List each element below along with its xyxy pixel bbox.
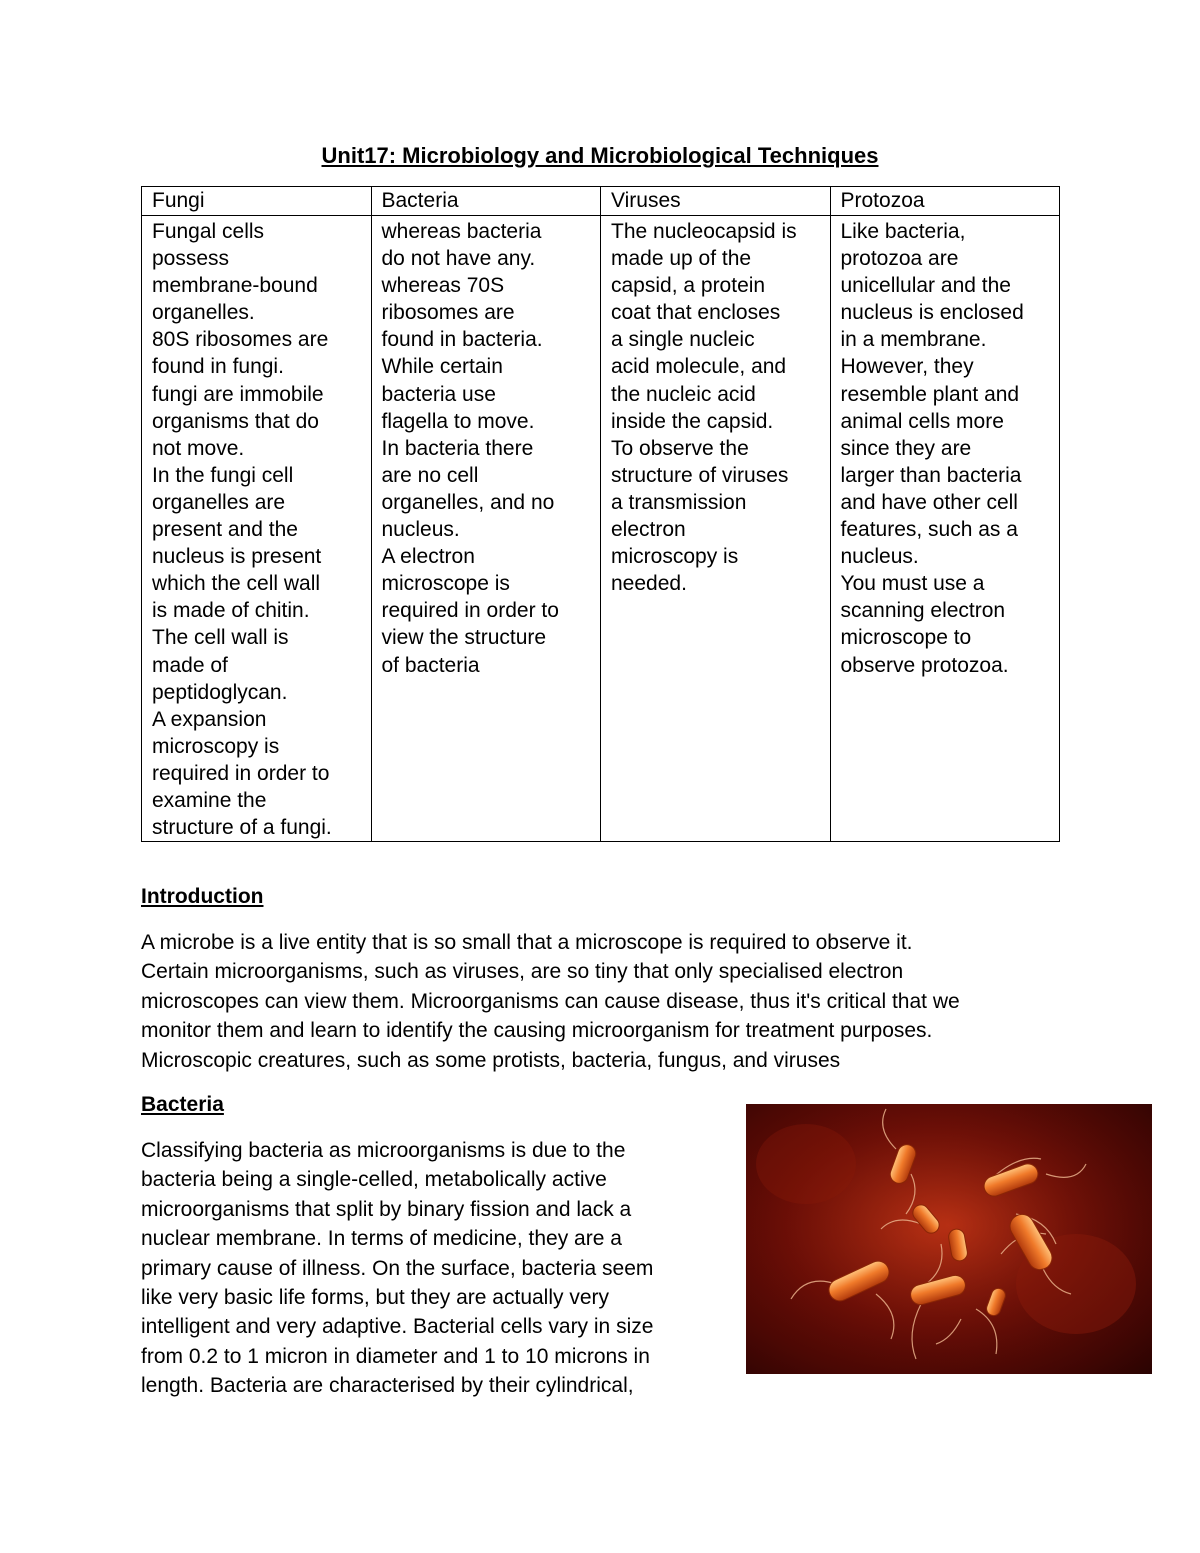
cell-line: organisms that do [152, 409, 319, 433]
cell-line: examine the [152, 788, 267, 812]
cell-line: The nucleocapsid is [611, 220, 797, 243]
cell-line: required in order to [152, 761, 330, 785]
paragraph-line: intelligent and very adaptive. Bacterial cells vary in size [141, 1315, 654, 1339]
introduction-paragraph [141, 928, 960, 1075]
paragraph-line: microscopes can view them. Microorganisms can cause disease, thus it's critical that we [141, 989, 960, 1013]
cell-line: structure of a fungi. [152, 816, 332, 840]
cell-line: possess [152, 247, 230, 271]
cell-line: and have other cell [840, 490, 1018, 514]
cell-line: are no cell [381, 463, 479, 487]
cell-line: In the fungi cell [152, 463, 294, 487]
cell-line: needed. [611, 572, 687, 596]
cell-line: nucleus is enclosed [840, 301, 1024, 325]
cell-line: made up of the [611, 247, 752, 271]
cell-line: coat that encloses [611, 301, 781, 325]
cell-line: whereas 70S [381, 274, 505, 298]
cell-line: membrane-bound [152, 274, 318, 298]
cell-line: structure of viruses [611, 463, 789, 487]
cell-line: a single nucleic [611, 328, 755, 352]
header-viruses: Viruses [601, 187, 831, 216]
cell-line: The cell wall is [152, 626, 289, 650]
cell-bacteria [371, 216, 601, 842]
cell-line: ribosomes are [381, 301, 515, 325]
cell-line: Fungal cells [152, 220, 265, 243]
cell-line: features, such as a [840, 518, 1018, 542]
cell-line: Like bacteria, [840, 220, 966, 243]
bacteria-heading: Bacteria [141, 1093, 224, 1116]
cell-line: is made of chitin. [152, 599, 310, 623]
cell-line: present and the [152, 518, 298, 542]
cell-line: a transmission [611, 490, 747, 514]
paragraph-line: like very basic life forms, but they are actually very [141, 1286, 610, 1310]
cell-line: nucleus. [381, 518, 460, 542]
cell-line: microscopy is [152, 734, 280, 758]
page-title: Unit17: Microbiology and Microbiological Techniques [321, 143, 879, 168]
comparison-table [141, 186, 1060, 842]
cell-fungi [142, 216, 372, 842]
cell-line: made of [152, 653, 228, 677]
cell-line: fungi are immobile [152, 382, 324, 406]
cell-line: While certain [381, 355, 503, 379]
cell-line: protozoa are [840, 247, 959, 271]
cell-line: To observe the [611, 436, 749, 460]
cell-line: since they are [840, 436, 972, 460]
paragraph-line: nuclear membrane. In terms of medicine, they are a [141, 1227, 622, 1251]
introduction-heading: Introduction [141, 885, 264, 908]
bacteria-paragraph [141, 1136, 653, 1401]
cell-line: A expansion [152, 707, 267, 731]
cell-line: in a membrane. [840, 328, 987, 352]
paragraph-line: monitor them and learn to identify the causing microorganism for treatment purposes. [141, 1019, 933, 1043]
cell-line: resemble plant and [840, 382, 1020, 406]
cell-line: which the cell wall [152, 572, 321, 596]
cell-line: not move. [152, 436, 245, 460]
header-bacteria: Bacteria [371, 187, 601, 216]
cell-line: electron [611, 518, 686, 542]
table-header-row [142, 187, 1060, 216]
cell-line: organelles are [152, 490, 286, 514]
cell-line: larger than bacteria [840, 463, 1022, 487]
paragraph-line: length. Bacteria are characterised by their cylindrical, [141, 1374, 634, 1398]
cell-line: nucleus. [840, 545, 919, 569]
cell-line: found in bacteria. [381, 328, 543, 352]
table-row [142, 216, 1060, 842]
cell-line: You must use a [840, 572, 985, 596]
cell-line: of bacteria [381, 653, 480, 677]
cell-line: nucleus is present [152, 545, 322, 569]
cell-line: organelles, and no [381, 490, 555, 514]
cell-line: microscope is [381, 572, 510, 596]
paragraph-line: bacteria being a single-celled, metabolically active [141, 1168, 607, 1192]
paragraph-line: Classifying bacteria as microorganisms is due to the [141, 1139, 626, 1162]
cell-line: microscopy is [611, 545, 739, 569]
paragraph-line: primary cause of illness. On the surface, bacteria seem [141, 1256, 654, 1280]
cell-line: However, they [840, 355, 974, 379]
cell-line: A electron [381, 545, 475, 569]
cell-line: acid molecule, and [611, 355, 787, 379]
cell-line: scanning electron [840, 599, 1006, 623]
cell-line: capsid, a protein [611, 274, 766, 298]
cell-line: required in order to [381, 599, 559, 623]
cell-viruses [601, 216, 831, 842]
bacteria-illustration-graphic [746, 1104, 1152, 1374]
cell-line: In bacteria there [381, 436, 534, 460]
header-fungi: Fungi [142, 187, 372, 216]
bacteria-illustration [746, 1104, 1152, 1374]
paragraph-line: A microbe is a live entity that is so small that a microscope is required to observe it. [141, 931, 913, 954]
header-protozoa: Protozoa [830, 187, 1060, 216]
cell-line: organelles. [152, 301, 255, 325]
cell-line: observe protozoa. [840, 653, 1009, 677]
cell-line: animal cells more [840, 409, 1004, 433]
cell-line: inside the capsid. [611, 409, 774, 433]
cell-line: bacteria use [381, 382, 496, 406]
cell-line: do not have any. [381, 247, 536, 271]
paragraph-line: Microscopic creatures, such as some protists, bacteria, fungus, and viruses [141, 1048, 841, 1072]
paragraph-line: Certain microorganisms, such as viruses, are so tiny that only specialised electron [141, 960, 904, 984]
paragraph-line: microorganisms that split by binary fission and lack a [141, 1197, 632, 1221]
paragraph-line: from 0.2 to 1 micron in diameter and 1 to 10 microns in [141, 1344, 650, 1368]
cell-line: view the structure [381, 626, 547, 650]
cell-line: microscope to [840, 626, 972, 650]
cell-line: flagella to move. [381, 409, 535, 433]
cell-line: 80S ribosomes are [152, 328, 329, 352]
cell-line: whereas bacteria [381, 220, 542, 243]
cell-line: the nucleic acid [611, 382, 756, 406]
cell-line: found in fungi. [152, 355, 284, 379]
cell-protozoa [830, 216, 1060, 842]
cell-line: peptidoglycan. [152, 680, 288, 704]
cell-line: unicellular and the [840, 274, 1011, 298]
